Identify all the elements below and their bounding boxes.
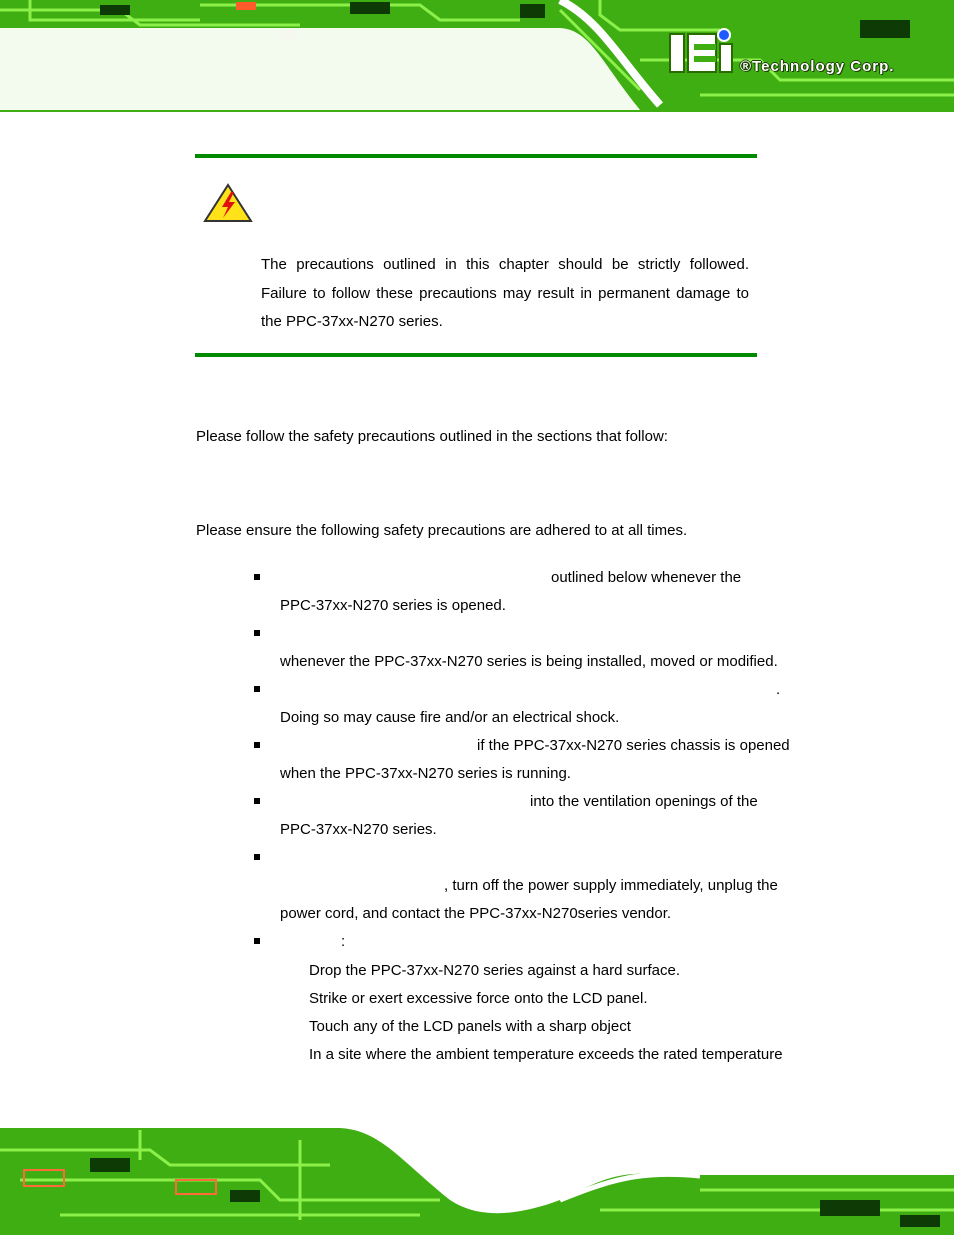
warning-line-1: The precautions outlined in this chapter should be strictly followed.	[261, 256, 749, 273]
bullet-4-line-2: when the PPC-37xx-N270 series is running.	[280, 765, 571, 782]
warning-icon	[203, 183, 253, 223]
header-banner	[0, 0, 954, 112]
bullet-6-line-2: , turn off the power supply immediately, unplug the	[444, 877, 778, 894]
sub-item: Touch any of the LCD panels with a sharp object	[309, 1018, 631, 1035]
footer-banner	[0, 1120, 954, 1235]
warning-top-rule	[195, 154, 757, 158]
bullet-1-line-2: PPC-37xx-N270 series is opened.	[280, 597, 506, 614]
bullet-4-line-1: if the PPC-37xx-N270 series chassis is opened	[477, 737, 790, 754]
bullet-3-line-1: .	[776, 681, 781, 698]
sub-item: Drop the PPC-37xx-N270 series against a hard surface.	[309, 962, 681, 979]
warning-bottom-rule	[195, 353, 757, 357]
bullet-marker	[254, 798, 260, 804]
bullet-marker	[254, 574, 260, 580]
bullet-marker	[254, 686, 260, 692]
warning-text	[261, 251, 749, 337]
bullet-marker	[254, 854, 260, 860]
logo-text: ®Technology Corp.	[740, 58, 895, 75]
sub-item: In a site where the ambient temperature exceeds the rated temperature	[309, 1046, 783, 1063]
iei-logo	[670, 29, 732, 72]
ensure-paragraph: Please ensure the following safety precautions are adhered to at all times.	[196, 522, 688, 539]
bullet-marker	[254, 938, 260, 944]
bullet-marker	[254, 630, 260, 636]
warning-line-2: Failure to follow these precautions may result in permanent damage to	[261, 284, 749, 302]
bullet-marker	[254, 742, 260, 748]
bullet-5-line-1: into the ventilation openings of the	[530, 793, 758, 810]
bullet-6-line-3: power cord, and contact the PPC-37xx-N270series vendor.	[280, 905, 672, 922]
intro-paragraph: Please follow the safety precautions outlined in the sections that follow:	[196, 428, 668, 445]
bullet-7-line-1: :	[341, 933, 346, 950]
warning-line-3: the PPC-37xx-N270 series.	[261, 313, 443, 330]
sub-item: Strike or exert excessive force onto the LCD panel.	[309, 990, 648, 1007]
bullet-5-line-2: PPC-37xx-N270 series.	[280, 821, 437, 838]
circuit-board-header-image	[0, 0, 954, 112]
bullet-1-line-1: outlined below whenever the	[551, 569, 742, 586]
bullet-2-line-2: whenever the PPC-37xx-N270 series is being installed, moved or modified.	[280, 653, 778, 670]
bullet-3-line-2: Doing so may cause fire and/or an electrical shock.	[280, 709, 620, 726]
circuit-board-footer-image	[0, 1120, 954, 1235]
